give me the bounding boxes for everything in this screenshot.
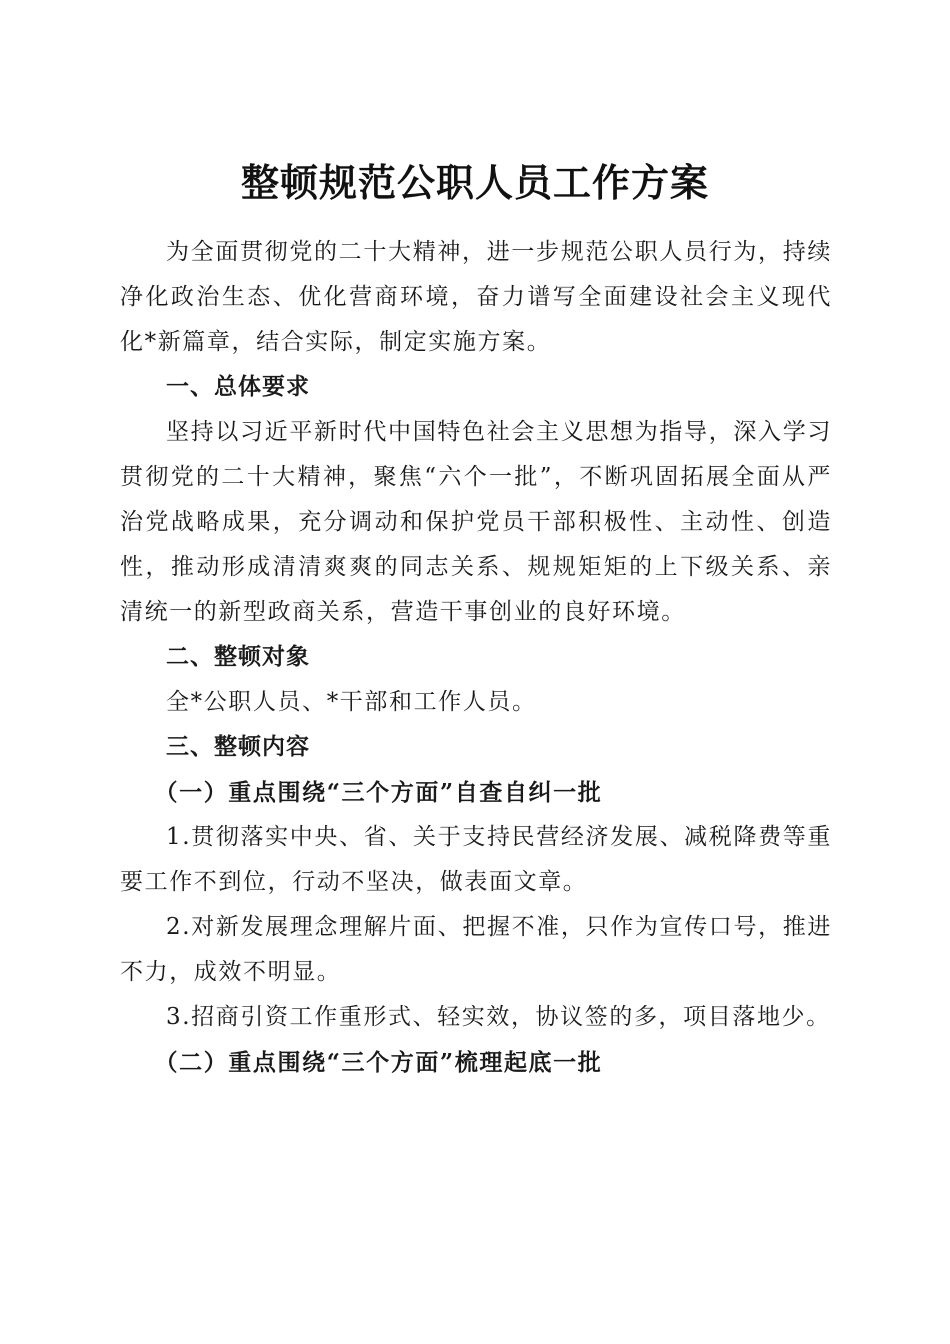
list-item: 3.招商引资工作重形式、轻实效，协议签的多，项目落地少。 (166, 1004, 831, 1030)
subsection-heading-self-check: （一）重点围绕“三个方面”自查自纠一批 (154, 779, 603, 806)
list-item: 1.贯彻落实中央、省、关于支持民营经济发展、减税降费等重要工作不到位，行动不坚决，做表面文章。 (120, 824, 832, 895)
intro-paragraph: 为全面贯彻党的二十大精神，进一步规范公职人员行为，持续净化政治生态、优化营商环境，奋力谱写全面建设社会主义现代化*新篇章，结合实际，制定实施方案。 (120, 239, 832, 355)
section-heading-general-requirements: 一、总体要求 (166, 374, 310, 400)
list-item: 2.对新发展理念理解片面、把握不准，只作为宣传口号，推进不力，成效不明显。 (120, 914, 832, 985)
subsection-heading-review: （二）重点围绕“三个方面”梳理起底一批 (154, 1049, 603, 1076)
section-heading-content: 三、整顿内容 (166, 734, 310, 760)
section-heading-targets: 二、整顿对象 (166, 644, 310, 670)
document-title: 整顿规范公职人员工作方案 (240, 160, 709, 206)
targets-paragraph: 全*公职人员、*干部和工作人员。 (166, 689, 537, 715)
document-body (120, 230, 832, 1085)
general-requirements-paragraph: 坚持以习近平新时代中国特色社会主义思想为指导，深入学习贯彻党的二十大精神，聚焦“六个一批”，不断巩固拓展全面从严治党战略成果，充分调动和保护党员干部积极性、主动性、创造性，推动形成清清爽爽的同志关系、规规矩矩的上下级关系、亲清统一的新型政商关系，营造干事创业的良好环境。 (120, 419, 832, 625)
